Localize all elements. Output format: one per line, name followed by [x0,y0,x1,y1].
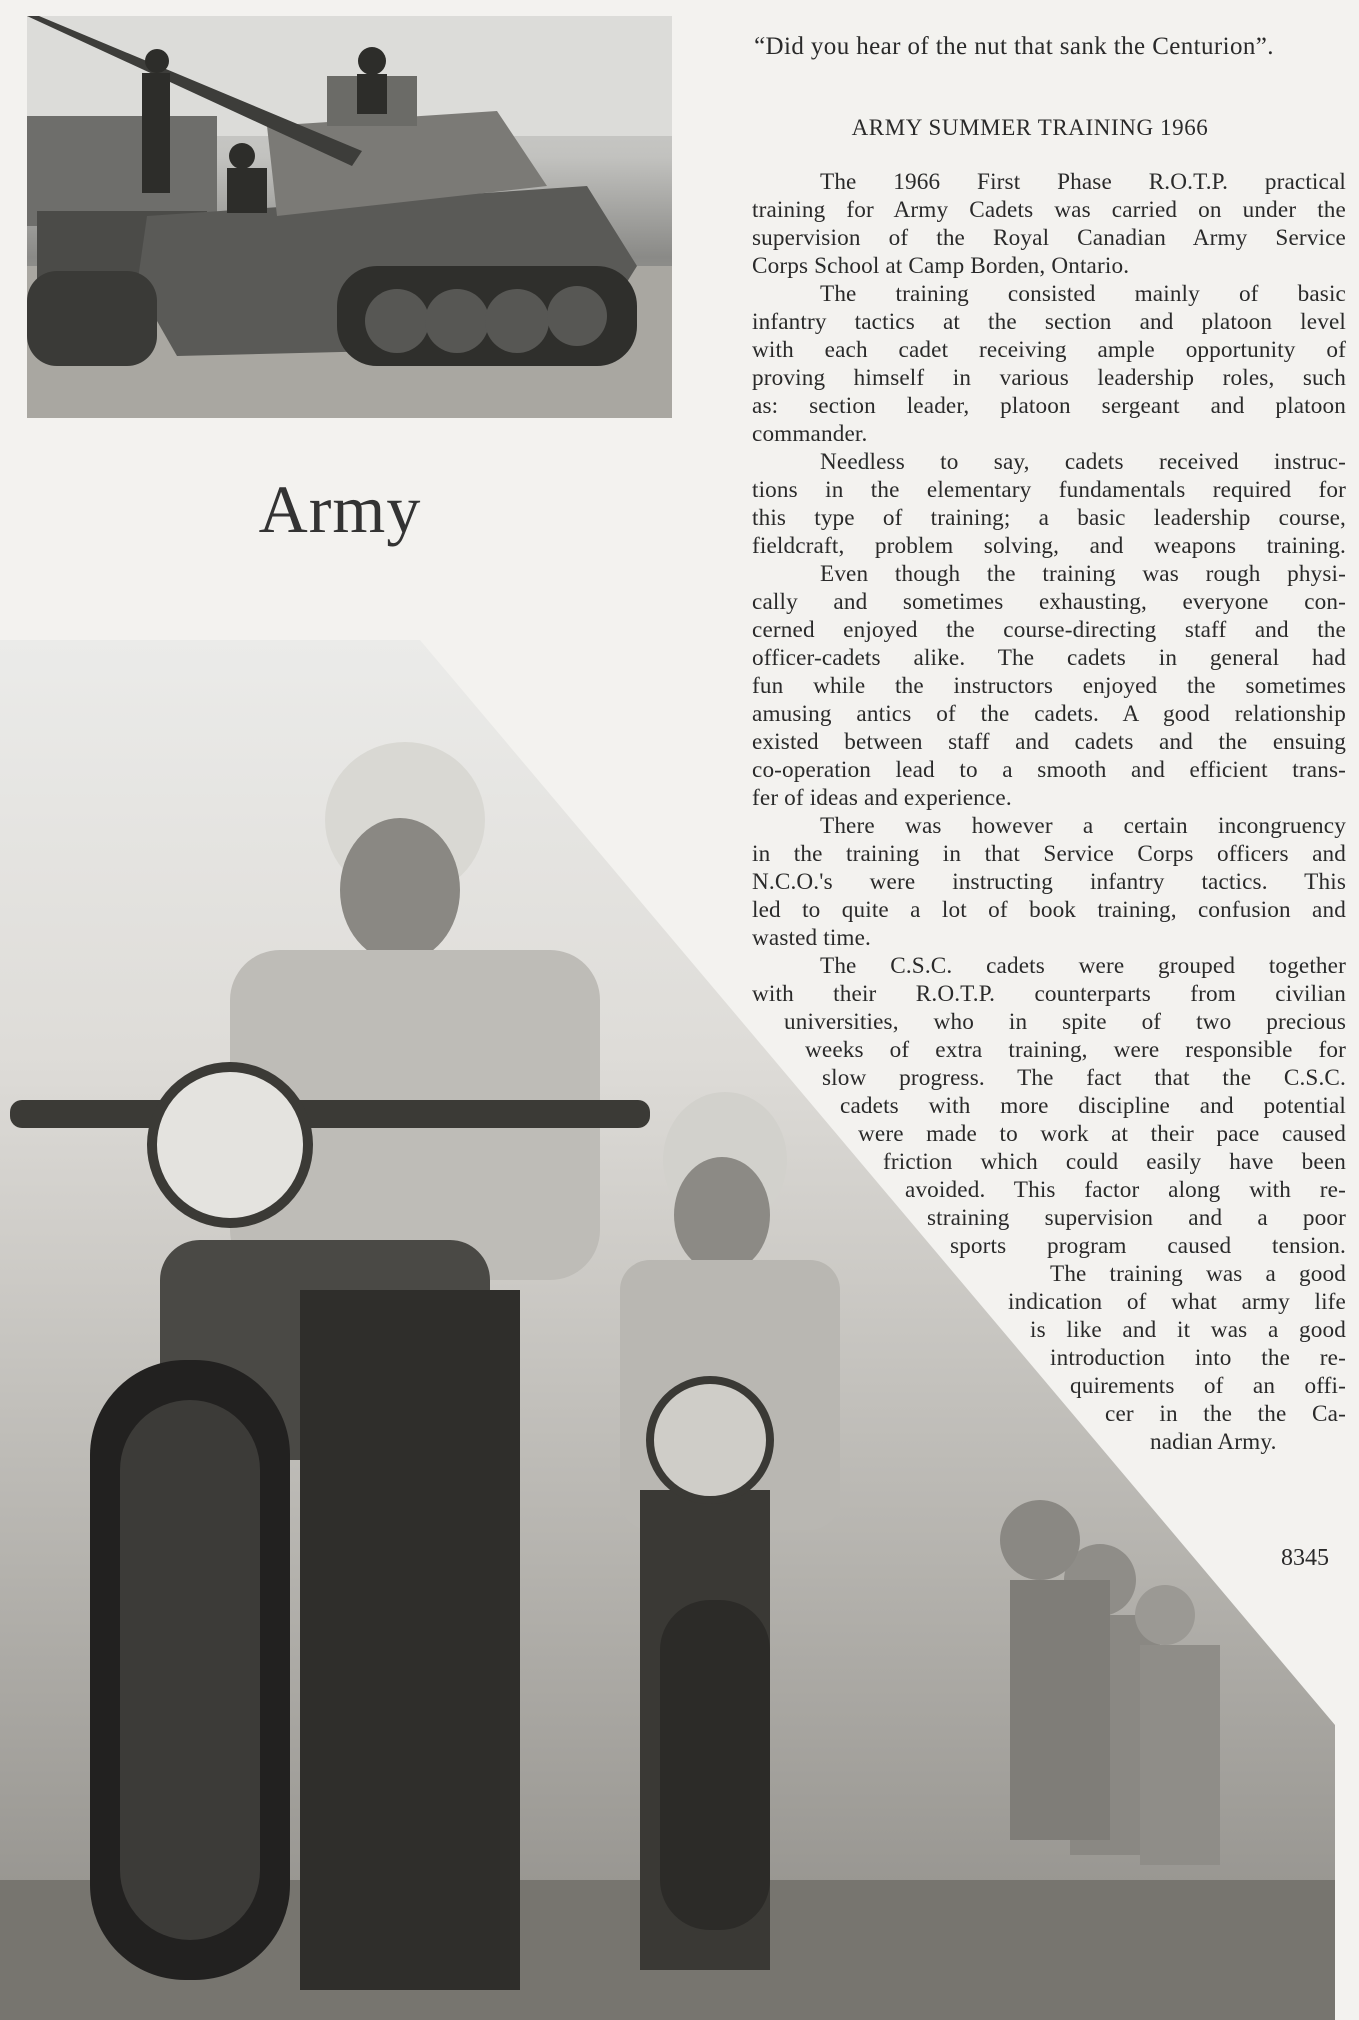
article-line: wasted time. [752,925,871,951]
article-line: fer of ideas and experience. [752,785,1012,811]
article-line: is like and it was a good [1030,1317,1346,1343]
article-line: Corps School at Camp Borden, Ontario. [752,253,1130,279]
article-line: proving himself in various leadership roles, such [752,365,1346,391]
article-line: this type of training; a basic leadership course, [752,505,1346,531]
article-line: existed between staff and cadets and the ensuing [752,729,1346,755]
article-line: infantry tactics at the section and platoon level [752,309,1346,335]
article-line: were made to work at their pace caused [858,1121,1346,1147]
article-line: nadian Army. [1150,1429,1277,1455]
article-line: with their R.O.T.P. counterparts from civilian [752,981,1346,1007]
article-line: weeks of extra training, were responsible for [805,1037,1346,1063]
article-line: N.C.O.'s were instructing infantry tactics. This [752,869,1346,895]
article-line: co-operation lead to a smooth and efficient trans- [752,757,1346,783]
article-line: in the training in that Service Corps officers and [752,841,1346,867]
article-line: officer-cadets alike. The cadets in general had [752,645,1346,671]
article-line: fieldcraft, problem solving, and weapons training. [752,533,1346,559]
page-quote: “Did you hear of the nut that sank the Centurion”. [754,33,1274,60]
article-line: slow progress. The fact that the C.S.C. [822,1065,1346,1091]
article-line: There was however a certain incongruency [820,813,1346,839]
article-line: The C.S.C. cadets were grouped together [820,953,1346,979]
page-number: 8345 [1281,1545,1329,1571]
article-line: introduction into the re- [1050,1345,1346,1371]
article-line: cadets with more discipline and potential [840,1093,1346,1119]
article-line: avoided. This factor along with re- [905,1177,1346,1203]
article-line: Even though the training was rough physi- [820,561,1346,587]
article-line: training for Army Cadets was carried on under the [752,197,1346,223]
article-line: cer in the the Ca- [1105,1401,1346,1427]
article-line: indication of what army life [1008,1289,1346,1315]
article-line: Needless to say, cadets received instruc- [820,449,1346,475]
article-line: led to quite a lot of book training, confusion and [752,897,1346,923]
article-line: friction which could easily have been [883,1149,1346,1175]
tank-illustration [27,16,672,418]
article-line: fun while the instructors enjoyed the sometimes [752,673,1346,699]
article-line: straining supervision and a poor [927,1205,1346,1231]
article-line: cerned enjoyed the course-directing staff and the [752,617,1346,643]
article-line: supervision of the Royal Canadian Army Service [752,225,1346,251]
article-line: The 1966 First Phase R.O.T.P. practical [820,169,1346,195]
article-title: ARMY SUMMER TRAINING 1966 [851,115,1209,140]
article-line: cally and sometimes exhausting, everyone con- [752,589,1346,615]
article-line: with each cadet receiving ample opportunity of [752,337,1346,363]
article-line: universities, who in spite of two precious [784,1009,1346,1035]
article-line: tions in the elementary fundamentals required for [752,477,1346,503]
article-line: amusing antics of the cadets. A good relationship [752,701,1346,727]
article-line: The training consisted mainly of basic [820,281,1346,307]
article-line: quirements of an offi- [1070,1373,1346,1399]
article-line: commander. [752,421,868,447]
article-line: The training was a good [1050,1261,1346,1287]
tank-photo [27,16,672,418]
section-title: Army [258,471,422,547]
article-line: as: section leader, platoon sergeant and platoon [752,393,1346,419]
article-line: sports program caused tension. [950,1233,1346,1259]
